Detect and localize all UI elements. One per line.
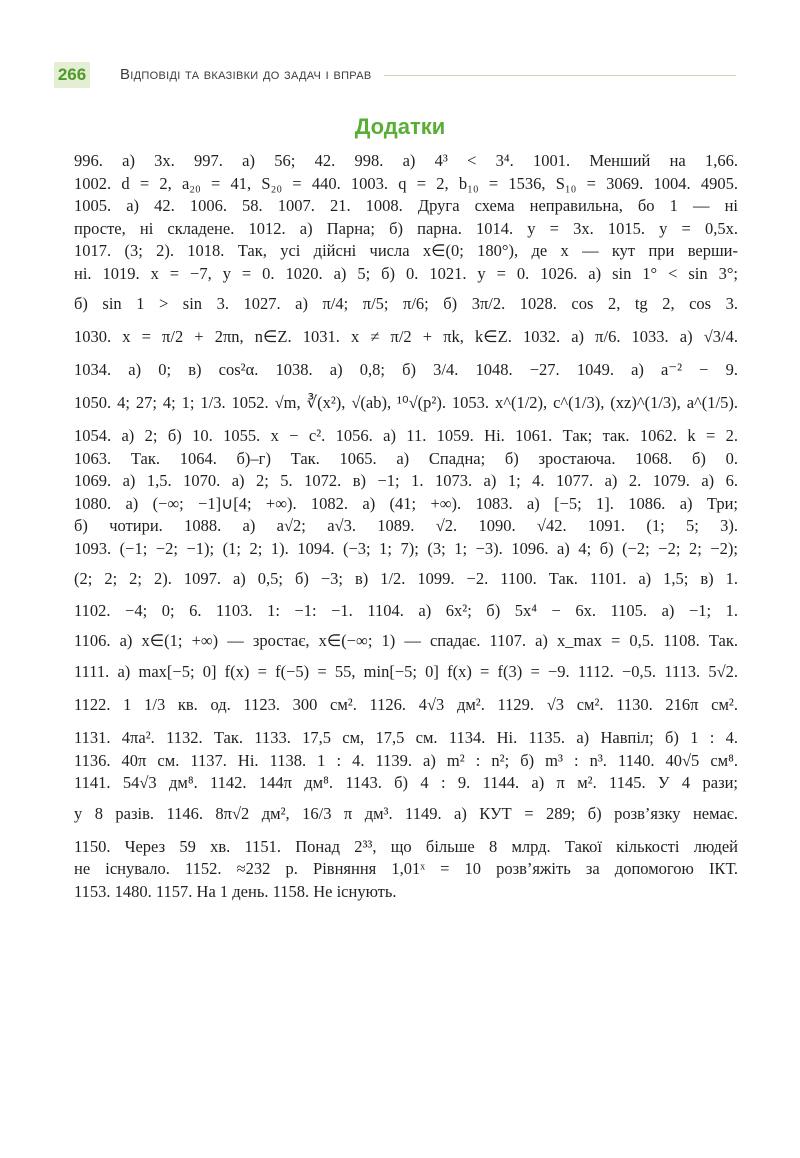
answer-line: 1063. Так. 1064. б)–г) Так. 1065. а) Спадна; б) зростаюча. 1068. б) 0. (74, 448, 738, 468)
page-header (54, 62, 736, 88)
answer-line: 1122. 1 1/3 кв. од. 1123. 300 см². 1126. 4√3 дм². 1129. √3 см². 1130. 216π см². (74, 695, 738, 714)
page-title: Додатки (354, 114, 446, 139)
answer-line: 1002. d = 2, a₂₀ = 41, S₂₀ = 440. 1003. q = 2, b₁₀ = 1536, S₁₀ = 3069. 1004. 4905. (74, 173, 738, 193)
answer-line: (2; 2; 2; 2). 1097. а) 0,5; б) −3; в) 1/2. 1099. −2. 1100. Так. 1101. а) 1,5; в) 1. (74, 569, 738, 588)
answer-line: 1102. −4; 0; 6. 1103. 1: −1: −1. 1104. а) 6x²; б) 5x⁴ − 6x. 1105. а) −1; 1. (74, 601, 738, 620)
page-number: 266 (54, 62, 90, 88)
answer-line: 1150. Через 59 хв. 1151. Понад 2³³, що більше 8 млрд. Такої кількості людей (74, 836, 738, 856)
answer-line: не існувало. 1152. ≈232 р. Рівняння 1,01ˣ = 10 розв’яжіть за допомогою ІКТ. (74, 859, 738, 878)
answer-line: 1131. 4πa². 1132. Так. 1133. 17,5 см, 17,5 см. 1134. Ні. 1135. а) Навпіл; б) 1 : 4. (74, 728, 738, 747)
answer-line: 1093. (−1; −2; −1); (1; 2; 1). 1094. (−3; 1; 7); (3; 1; −3). 1096. а) 4; б) (−2; −2; 2; −2); (74, 538, 738, 558)
answer-line: 1017. (3; 2). 1018. Так, усі дійсні числа x∈(0; 180°), де x — кут при верши- (74, 241, 738, 260)
answer-line: 1111. а) max[−5; 0] f(x) = f(−5) = 55, min[−5; 0] f(x) = f(3) = −9. 1112. −0,5. 1113. 5√2. (74, 662, 738, 681)
answer-line: просте, ні складене. 1012. а) Парна; б) парна. 1014. y = 3x. 1015. y = 0,5x. (74, 218, 738, 238)
answer-line: б) чотири. 1088. а) a√2; a√3. 1089. √2. 1090. √42. 1091. (1; 5; 3). (74, 516, 738, 535)
answer-line: 1069. а) 1,5. 1070. а) 2; 5. 1072. в) −1; 1. 1073. а) 1; 4. 1077. а) 2. 1079. а) 6. (74, 471, 738, 490)
answer-line: 1034. а) 0; в) cos²α. 1038. а) 0,8; б) 3/4. 1048. −27. 1049. а) a⁻² − 9. (74, 360, 738, 379)
answer-line: б) sin 1 > sin 3. 1027. а) π/4; π/5; π/6; б) 3π/2. 1028. cos 2, tg 2, cos 3. (74, 294, 738, 313)
answer-line: 1136. 40π см. 1137. Ні. 1138. 1 : 4. 1139. а) m² : n²; б) m³ : n³. 1140. 40√5 см⁸. (74, 750, 738, 770)
answer-line: 1106. а) x∈(1; +∞) — зростає, x∈(−∞; 1) — спадає. 1107. а) x_max = 0,5. 1108. Так. (74, 631, 738, 650)
answer-line: ні. 1019. x = −7, y = 0. 1020. а) 5; б) 0. 1021. y = 0. 1026. а) sin 1° < sin 3°; (74, 263, 738, 283)
answer-line: 1054. а) 2; б) 10. 1055. x − c². 1056. а) 11. 1059. Ні. 1061. Так; так. 1062. k = 2. (74, 426, 738, 445)
answer-line: у 8 разів. 1146. 8π√2 дм², 16/3 π дм³. 1149. а) КУТ = 289; б) розв’язку немає. (74, 803, 738, 823)
answer-line: 1080. а) (−∞; −1]∪[4; +∞). 1082. а) (41; +∞). 1083. а) [−5; 1]. 1086. а) Три; (74, 493, 738, 513)
answers-text (74, 150, 738, 903)
answer-line: 1153. 1480. 1157. На 1 день. 1158. Не існують. (74, 881, 397, 901)
answer-line: 996. а) 3x. 997. а) 56; 42. 998. а) 4³ < 3⁴. 1001. Менший на 1,66. (74, 151, 738, 170)
section-title: Відповіді та вказівки до задач і вправ (120, 66, 372, 83)
header-divider (384, 75, 736, 76)
answer-line: 1005. а) 42. 1006. 58. 1007. 21. 1008. Друга схема неправильна, бо 1 — ні (74, 196, 738, 215)
answer-line: 1050. 4; 27; 4; 1; 1/3. 1052. √m, ∛(x²), √(ab), ¹⁰√(p²). 1053. x^(1/2), c^(1/3), (xz)^(1/3), a^(1/5). (74, 393, 738, 412)
answer-line: 1141. 54√3 дм⁸. 1142. 144π дм⁸. 1143. б) 4 : 9. 1144. а) π м². 1145. У 4 рази; (74, 773, 738, 792)
answer-line: 1030. x = π/2 + 2πn, n∈Z. 1031. x ≠ π/2 + πk, k∈Z. 1032. а) π/6. 1033. а) √3/4. (74, 327, 738, 346)
